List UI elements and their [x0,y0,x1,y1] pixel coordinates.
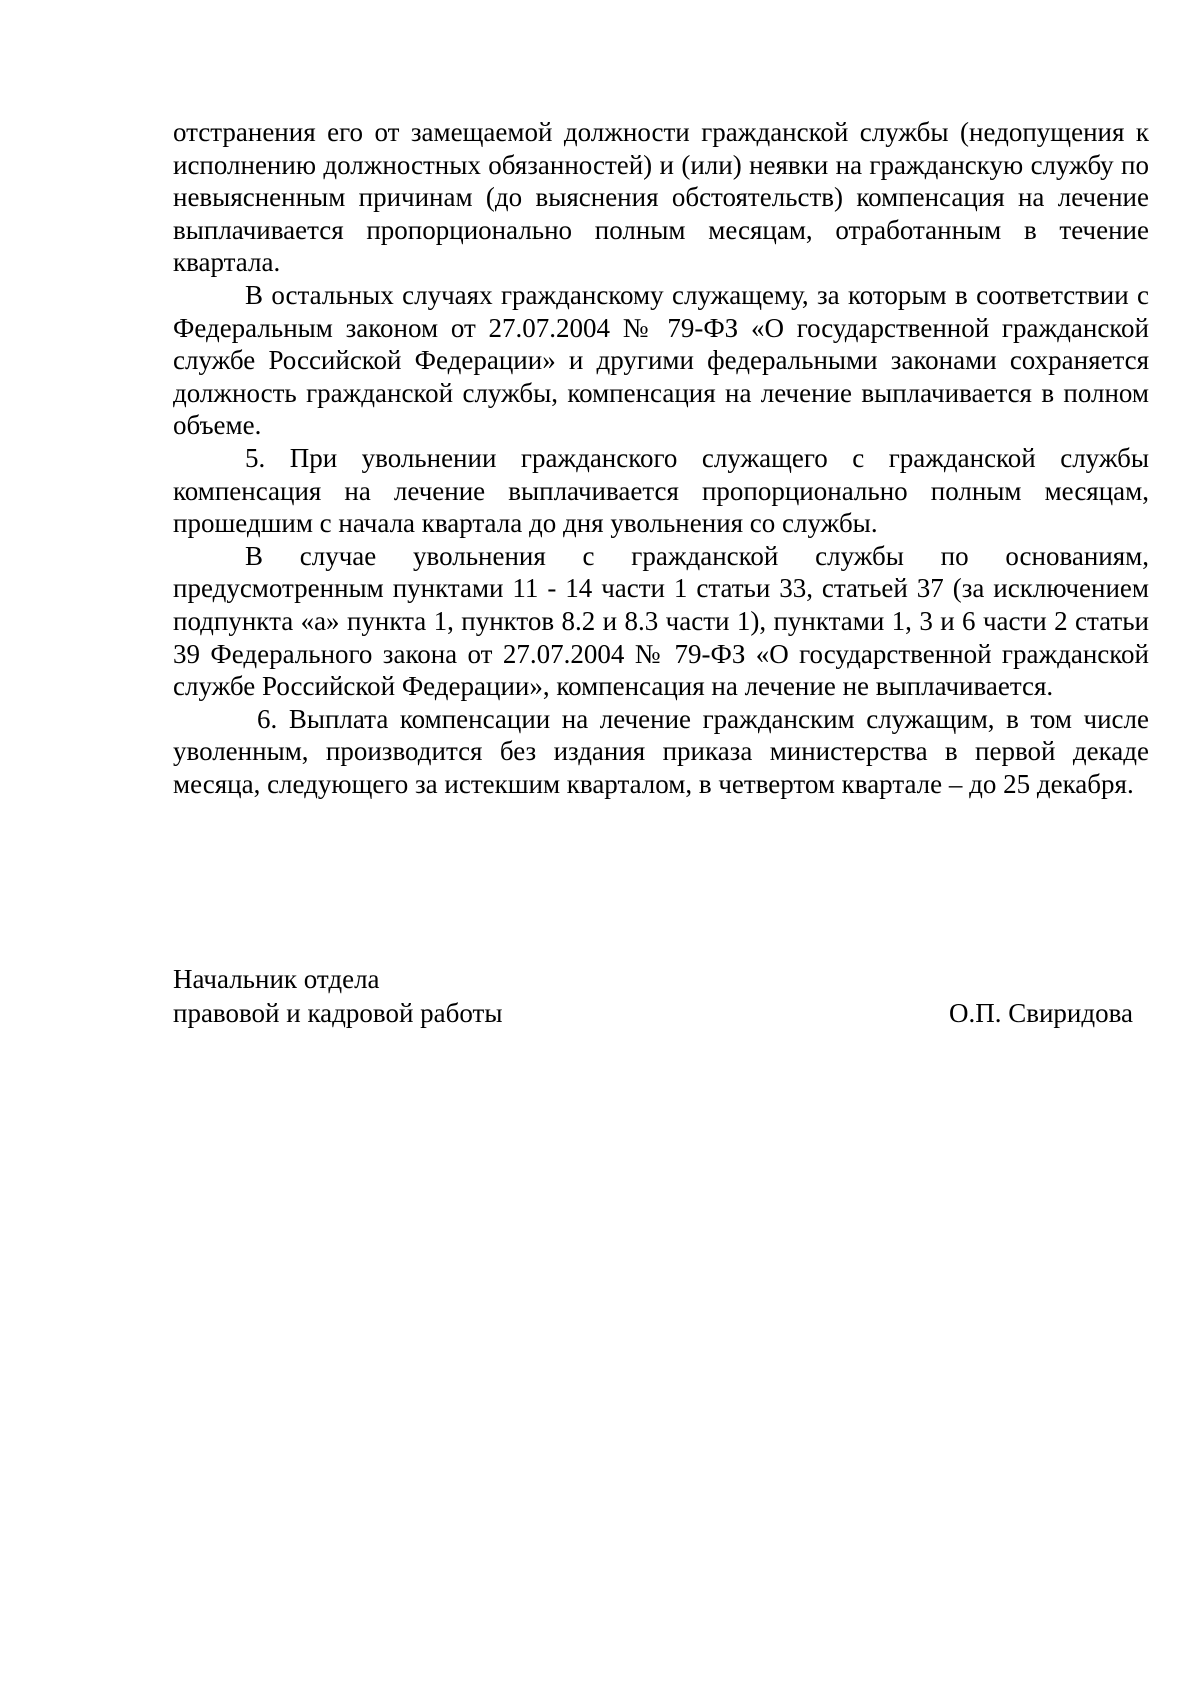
document-body [173,116,1149,800]
signatory-position [173,962,502,1030]
position-line-2: правовой и кадровой работы [173,998,503,1028]
paragraph-item-5: 5. При увольнении гражданского служащего с гражданской службы компенсация на лечение выплачивается пропорционально полным месяцам, прошедшим с начала квартала до дня увольнения со службы. [173,442,1149,539]
paragraph-dismissal-grounds: В случае увольнения с гражданской службы по основаниям, предусмотренным пунктами 11 - 14 части 1 статьи 33, статьей 37 (за исключением подпункта «а» пункта 1, пунктов 8.2 и 8.3 части 1), пунктами 1, 3 и 6 части 2 статьи 39 Федерального закона от 27.07.2004 № 79-ФЗ «О государственной гражданской службе Российской Федерации», компенсация на лечение не выплачивается. [173,540,1149,702]
signatory-name: О.П. Свиридова [948,998,1133,1028]
paragraph-item-6: 6. Выплата компенсации на лечение гражданским служащим, в том числе уволенным, производится без издания приказа министерства в первой декаде месяца, следующего за истекшим кварталом, в четвертом квартале – до 25 декабря. [173,703,1149,799]
signature-block [173,962,1133,1030]
position-line-1: Начальник отдела [173,964,380,994]
paragraph-other-cases: В остальных случаях гражданскому служащему, за которым в соответствии с Федеральным законом от 27.07.2004 № 79-ФЗ «О государственной гражданской службе Российской Федерации» и другими федеральными законами сохраняется должность гражданской службы, компенсация на лечение выплачивается в полном объеме. [173,279,1149,441]
paragraph-continuation: отстранения его от замещаемой должности гражданской службы (недопущения к исполнению должностных обязанностей) и (или) неявки на гражданскую службу по невыясненным причинам (до выяснения обстоятельств) компенсация на лечение выплачивается пропорционально полным месяцам, отработанным в течение квартала. [173,117,1149,278]
